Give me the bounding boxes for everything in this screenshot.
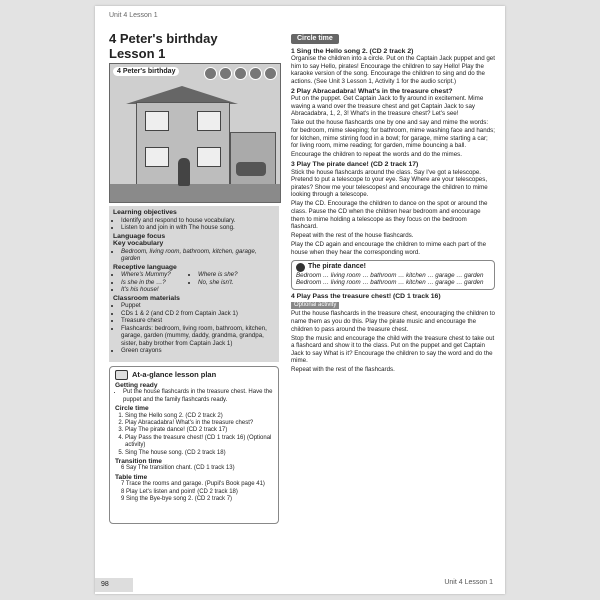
activity-text: Play the CD. Encourage the children to dance on the spot or around the class. Pause the CD when the children hear bedroom and encourage them to mime holding a telescope as they focus on the bedroom flashcard. — [291, 200, 488, 231]
list-item: 7 Trace the rooms and garage. (Pupil's Book page 41) — [121, 481, 265, 488]
unit-header: Unit 4 Lesson 1 — [109, 12, 158, 19]
lesson-plan-box — [109, 366, 279, 524]
picture-icons — [202, 67, 277, 85]
footer-unit: Unit 4 Lesson 1 — [444, 579, 493, 586]
list-item: • Puppet — [121, 302, 275, 310]
table-time-heading: Table time — [115, 473, 148, 481]
activity-text: Play the CD again and encourage the children to mime each part of the house when they hear the corresponding word. — [291, 241, 487, 256]
window — [197, 147, 221, 167]
car — [236, 162, 266, 176]
page-title: 4 Peter's birthday — [109, 31, 218, 46]
song-lyrics: Bedroom … living room … bathroom … kitchen … garage … garden — [296, 279, 484, 287]
activity-text: Put on the puppet. Get Captain Jack to fly around in excitement. Mime waving a wand over the treasure chest and get Captain Jack to say Abracadabra, 1, 2, 3! What's in the treasure chest? Let's see! — [291, 95, 484, 118]
list-item: • Put the house flashcards in the treasure chest. Have the puppet and the family flashcards ready. — [123, 389, 273, 404]
list-item: 4. Play Pass the treasure chest! (CD 1 track 16) (Optional activity) — [125, 435, 273, 450]
list-item: • CDs 1 & 2 (and CD 2 from Captain Jack 1) — [121, 310, 275, 318]
character-icon — [234, 67, 247, 80]
character-icon — [219, 67, 232, 80]
picture-title: 4 Peter's birthday — [113, 67, 179, 76]
activity-heading: 1 Sing the Hello song 2. (CD 2 track 2) — [291, 47, 414, 55]
activity-heading: 4 Play Pass the treasure chest! (CD 1 track 16) — [291, 293, 441, 301]
list-item: • Flashcards: bedroom, living room, bathroom, kitchen, garage, garden (mummy, daddy, grandma, grandpa, sister, baby brother from Captain Jack 1) — [121, 325, 275, 348]
window — [145, 111, 169, 131]
list-item: • Identify and respond to house vocabulary. — [121, 217, 275, 225]
list-item: • Is she in the …? — [121, 279, 198, 287]
activity-text: Put the house flashcards in the treasure chest, encouraging the children to name them as you do this. Play the pirate music and encourage the children to pass around the treasure chest. — [291, 310, 495, 333]
song-lyrics: Bedroom … living room … bathroom … kitchen … garage … garden — [296, 271, 484, 279]
circle-time-band: Circle time — [291, 34, 339, 44]
person — [178, 158, 190, 186]
activity-heading: 3 Play The pirate dance! (CD 2 track 17) — [291, 160, 419, 168]
list-item: • Treasure chest — [121, 317, 275, 325]
garage — [230, 132, 276, 186]
list-item: • Where is she? — [198, 271, 275, 279]
song-box — [291, 260, 495, 291]
circle-time-column — [291, 34, 495, 376]
objectives-box — [109, 206, 279, 362]
coursebook-page — [95, 6, 505, 594]
activity-text: Stop the music and encourage the child with the treasure chest to take out a flashcard and show it to the class. Put on the puppet and get Captain Jack to say What is it? Encourage the children to say the word and do the mime. — [291, 334, 495, 365]
character-icon — [204, 67, 217, 80]
activity-heading: 2 Play Abracadabra! What's in the treasure chest? — [291, 87, 453, 95]
list-item: 1. Sing the Hello song 2. (CD 2 track 2) — [125, 413, 273, 420]
activity-text: Organise the children into a circle. Put on the Captain Jack puppet and get him to say Hello, pirates! Encourage the children to say Hello! Play the karaoke version of the song. Encourage the children to sing and do the actions. (See Unit 3 Lesson 1, Activity 1 for the audio script.) — [291, 55, 495, 85]
window — [197, 111, 221, 131]
getting-ready-heading: Getting ready — [115, 382, 158, 389]
character-icon — [264, 67, 277, 80]
window — [145, 147, 169, 167]
receptive-language-heading: Receptive language — [113, 263, 177, 271]
activity-text: Repeat with the rest of the house flashcards. — [291, 232, 414, 240]
character-icon — [249, 67, 262, 80]
list-item: 5. Sing The house song. (CD 2 track 18) — [125, 450, 273, 457]
activity-text: Encourage the children to repeat the words and do the mimes. — [291, 151, 462, 159]
music-note-icon — [296, 263, 305, 272]
song-title: The pirate dance! — [308, 263, 366, 271]
optional-activity-badge: Optional activity — [291, 302, 339, 310]
list-item: • Listen to and join in with The house song. — [121, 224, 275, 232]
activity-text: Stick the house flashcards around the class. Say I've got a telescope. Pretend to put a telescope to your eye. Say Where are your telescopes, pirates? Show me your telescopes! and encourage the children to mime looking through a telescope. — [291, 168, 488, 199]
book-icon — [115, 370, 128, 380]
lesson-title: Lesson 1 — [109, 46, 166, 61]
classroom-materials-heading: Classroom materials — [113, 294, 180, 302]
key-vocabulary-heading: Key vocabulary — [113, 240, 164, 247]
list-item: 9 Sing the Bye-bye song 2. (CD 2 track 7) — [121, 496, 233, 503]
list-item: • Where's Mummy? — [121, 271, 198, 279]
list-item: 8 Play Let's listen and point! (CD 2 track 18) — [121, 488, 238, 495]
lesson-plan-title: At-a-glance lesson plan — [132, 370, 217, 380]
garden — [110, 184, 280, 202]
activity-text: Take out the house flashcards one by one and say and mime the words: for bedroom, mime sleeping; for bathroom, mime washing face and hands; for kitchen, mime stirring food in a bowl; for garage, mime starting a car; for living room, mime reading; for garden, mime bouncing a ball. — [291, 119, 495, 150]
house-illustration — [109, 63, 281, 203]
list-item: • Bedroom, living room, bathroom, kitchen, garage, garden — [121, 248, 275, 263]
learning-objectives-heading: Learning objectives — [113, 209, 177, 216]
list-item: 2. Play Abracadabra! What's in the treasure chest? — [125, 420, 273, 427]
list-item: • No, she isn't. — [198, 279, 275, 287]
page-number: 98 — [95, 578, 133, 592]
activity-text: Repeat with the rest of the flashcards. — [291, 366, 395, 374]
circle-time-heading: Circle time — [115, 405, 149, 413]
transition-time-heading: Transition time — [115, 458, 162, 466]
list-item: 3. Play The pirate dance! (CD 2 track 17) — [125, 427, 273, 434]
list-item: • It's his house! — [121, 286, 275, 294]
language-focus-heading: Language focus — [113, 232, 166, 240]
list-item: 6 Say The transition chant. (CD 1 track 13) — [121, 465, 235, 472]
list-item: • Green crayons — [121, 347, 275, 355]
